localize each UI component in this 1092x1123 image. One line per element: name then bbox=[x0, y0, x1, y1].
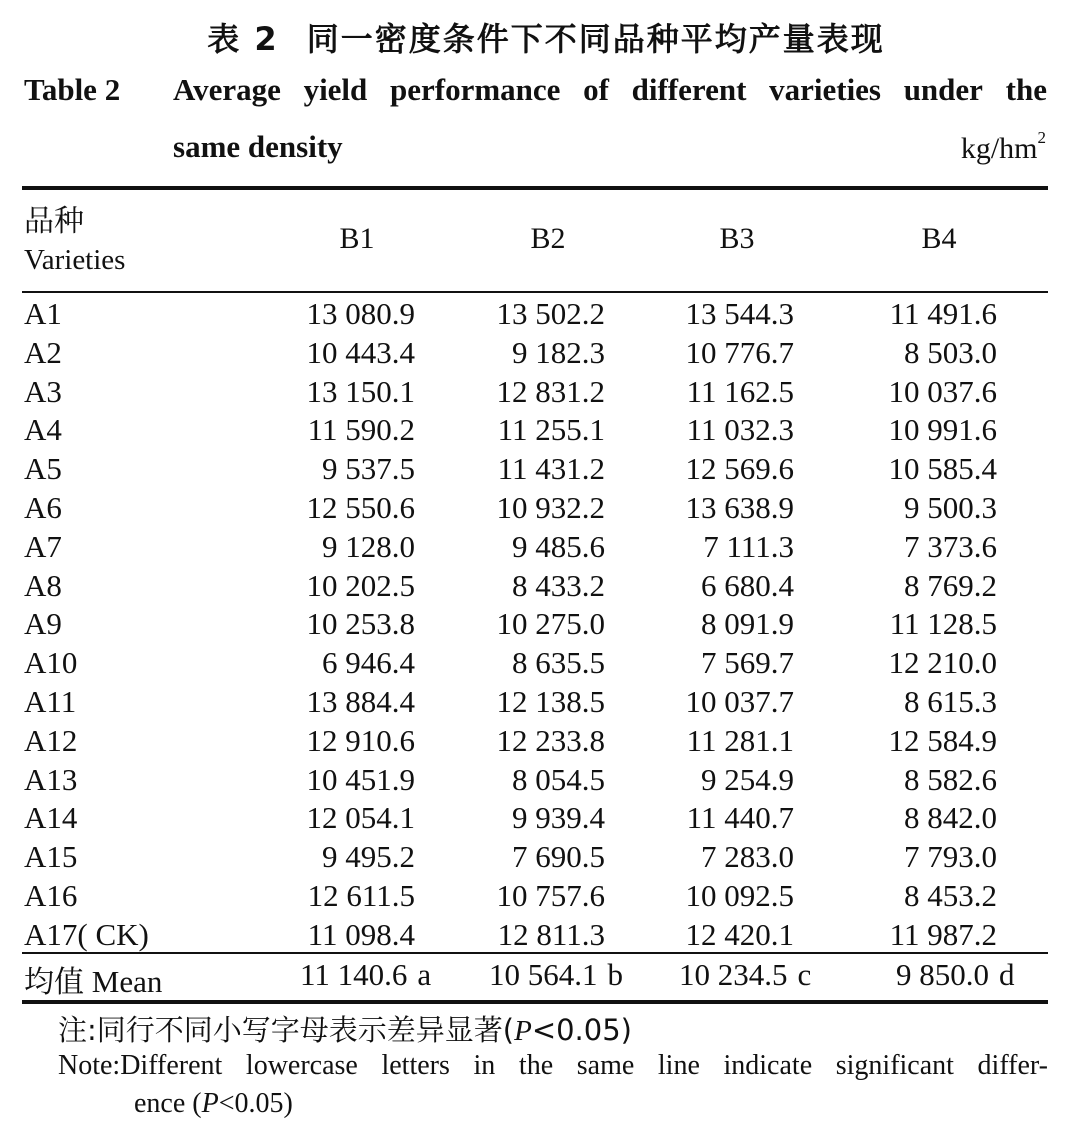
mean-number: 10 234.5 bbox=[679, 957, 788, 992]
variety-header-en: Varieties bbox=[24, 244, 126, 276]
yield-cell-b1: 9 537.5 bbox=[322, 451, 415, 487]
yield-cell-b2: 9 485.6 bbox=[512, 528, 605, 564]
yield-cell-b2: 10 275.0 bbox=[496, 606, 605, 642]
yield-cell-b1: 12 910.6 bbox=[306, 722, 415, 758]
column-header-b4: B4 bbox=[921, 222, 957, 255]
table-row bbox=[0, 798, 1092, 837]
yield-cell-b1: 9 128.0 bbox=[322, 528, 415, 564]
table-row bbox=[0, 333, 1092, 372]
yield-cell-b2: 8 635.5 bbox=[512, 645, 605, 681]
yield-cell-b1: 13 150.1 bbox=[306, 373, 415, 409]
yield-cell-b3: 7 569.7 bbox=[701, 645, 794, 681]
yield-cell-b1: 11 098.4 bbox=[307, 916, 415, 952]
title-word: performance bbox=[389, 72, 561, 107]
yield-cell-b4: 7 793.0 bbox=[904, 839, 997, 875]
mean-number: 9 850.0 bbox=[896, 957, 989, 992]
yield-cell-b2: 11 431.2 bbox=[497, 451, 605, 487]
variety-header-cn: 品种 bbox=[24, 204, 84, 239]
mean-label-cn: 均值 bbox=[24, 965, 84, 1000]
mean-value-b3 bbox=[679, 957, 811, 993]
variety-name: A5 bbox=[24, 451, 62, 487]
yield-cell-b2: 13 502.2 bbox=[496, 296, 605, 331]
yield-cell-b4: 7 373.6 bbox=[904, 528, 997, 564]
yield-cell-b4: 10 585.4 bbox=[888, 451, 997, 487]
yield-cell-b2: 8 054.5 bbox=[512, 761, 605, 797]
title-word: of bbox=[583, 72, 609, 107]
yield-cell-b1: 9 495.2 bbox=[322, 839, 415, 875]
yield-cell-b4: 8 453.2 bbox=[904, 878, 997, 913]
header-rule bbox=[22, 291, 1048, 293]
yield-cell-b3: 12 569.6 bbox=[685, 451, 794, 487]
yield-cell-b3: 7 111.3 bbox=[703, 528, 794, 564]
table-title-en-line2: same density bbox=[173, 129, 343, 164]
table-row bbox=[0, 410, 1092, 449]
variety-name: A16 bbox=[24, 878, 78, 913]
yield-cell-b1: 10 202.5 bbox=[306, 567, 415, 603]
variety-header bbox=[24, 203, 125, 279]
variety-name: A7 bbox=[24, 528, 62, 564]
yield-cell-b4: 8 842.0 bbox=[904, 800, 997, 836]
top-rule bbox=[22, 186, 1048, 190]
yield-cell-b2: 12 138.5 bbox=[496, 684, 605, 719]
table-row bbox=[0, 760, 1092, 799]
significance-letter: d bbox=[999, 957, 1015, 992]
yield-cell-b2: 10 757.6 bbox=[496, 878, 605, 913]
bottom-rule bbox=[22, 1000, 1048, 1004]
yield-cell-b4: 11 491.6 bbox=[889, 296, 997, 331]
variety-name: A2 bbox=[24, 334, 62, 370]
mean-value-b1 bbox=[300, 957, 431, 993]
mean-label-en: Mean bbox=[91, 964, 163, 999]
mean-label bbox=[24, 957, 162, 1001]
mean-value-b4 bbox=[896, 957, 1015, 993]
yield-cell-b3: 11 440.7 bbox=[686, 800, 794, 836]
yield-cell-b1: 13 884.4 bbox=[306, 684, 415, 719]
yield-cell-b2: 9 939.4 bbox=[512, 800, 605, 836]
yield-cell-b2: 10 932.2 bbox=[496, 490, 605, 525]
variety-name: A17( CK) bbox=[24, 916, 149, 952]
title-word: under bbox=[903, 72, 983, 107]
yield-cell-b1: 10 253.8 bbox=[306, 606, 415, 642]
yield-cell-b4: 11 128.5 bbox=[889, 606, 997, 642]
title-word: Average bbox=[173, 72, 281, 107]
yield-cell-b1: 6 946.4 bbox=[322, 645, 415, 681]
mean-number: 11 140.6 bbox=[300, 957, 408, 992]
table-number-en: Table 2 bbox=[24, 72, 121, 107]
significance-letter: c bbox=[797, 957, 812, 992]
yield-cell-b4: 8 503.0 bbox=[904, 334, 997, 370]
yield-cell-b1: 10 443.4 bbox=[306, 334, 415, 370]
yield-cell-b2: 8 433.2 bbox=[512, 567, 605, 603]
note-cn-p: P bbox=[514, 1015, 532, 1047]
variety-name: A10 bbox=[24, 645, 78, 681]
yield-cell-b4: 8 769.2 bbox=[904, 567, 997, 603]
yield-cell-b4: 11 987.2 bbox=[889, 916, 997, 952]
yield-cell-b4: 10 037.6 bbox=[888, 373, 997, 409]
yield-cell-b3: 8 091.9 bbox=[701, 606, 794, 642]
table-title-cn-text: 同一密度条件下不同品种平均产量表现 bbox=[306, 20, 885, 58]
title-word: different bbox=[631, 72, 747, 107]
variety-name: A6 bbox=[24, 490, 62, 525]
column-header-b1: B1 bbox=[339, 222, 375, 255]
table-row bbox=[0, 643, 1092, 682]
yield-cell-b4: 8 615.3 bbox=[904, 684, 997, 719]
table-title-cn bbox=[0, 14, 1092, 60]
table-title-en-line1 bbox=[173, 72, 1047, 108]
note-cn-text: 注:同行不同小写字母表示差异显著( bbox=[58, 1013, 515, 1047]
variety-name: A12 bbox=[24, 722, 78, 758]
yield-cell-b2: 9 182.3 bbox=[512, 334, 605, 370]
note-en-p: P bbox=[201, 1088, 219, 1119]
variety-name: A3 bbox=[24, 373, 62, 409]
table-row bbox=[0, 682, 1092, 721]
table-row bbox=[0, 488, 1092, 527]
column-header-b3: B3 bbox=[719, 222, 755, 255]
table-row bbox=[0, 721, 1092, 760]
yield-cell-b4: 8 582.6 bbox=[904, 761, 997, 797]
note-en-prefix: ence ( bbox=[134, 1088, 202, 1119]
unit-superscript: 2 bbox=[1037, 128, 1046, 147]
title-word: yield bbox=[303, 72, 368, 107]
variety-name: A14 bbox=[24, 800, 78, 836]
table-row bbox=[0, 566, 1092, 605]
variety-name: A1 bbox=[24, 296, 62, 331]
yield-cell-b4: 10 991.6 bbox=[888, 412, 997, 448]
variety-name: A4 bbox=[24, 412, 62, 448]
yield-cell-b3: 10 776.7 bbox=[685, 334, 794, 370]
table-row bbox=[0, 372, 1092, 411]
variety-name: A15 bbox=[24, 839, 78, 875]
mean-value-b2 bbox=[489, 957, 623, 993]
unit-label bbox=[960, 128, 1046, 166]
title-word: varieties bbox=[769, 72, 881, 107]
title-word: the bbox=[1005, 72, 1047, 107]
yield-cell-b3: 9 254.9 bbox=[701, 761, 794, 797]
yield-cell-b3: 10 092.5 bbox=[685, 878, 794, 913]
variety-name: A11 bbox=[24, 684, 77, 719]
yield-cell-b3: 6 680.4 bbox=[701, 567, 794, 603]
note-cn-suffix: <0.05) bbox=[531, 1013, 632, 1047]
yield-cell-b2: 12 811.3 bbox=[497, 916, 605, 952]
mean-number: 10 564.1 bbox=[489, 957, 598, 992]
yield-cell-b1: 12 550.6 bbox=[306, 490, 415, 525]
note-en-line1: Note:Different lowercase letters in the same line indicate significant differ- bbox=[58, 1050, 1048, 1081]
table-row bbox=[0, 449, 1092, 488]
yield-cell-b3: 11 032.3 bbox=[686, 412, 794, 448]
note-cn bbox=[58, 1008, 632, 1049]
significance-letter: b bbox=[607, 957, 623, 992]
table-number-cn: 表 2 bbox=[207, 20, 279, 58]
yield-cell-b1: 11 590.2 bbox=[307, 412, 415, 448]
table-row bbox=[0, 915, 1092, 954]
table-row bbox=[0, 294, 1092, 333]
unit-base: kg/hm bbox=[960, 132, 1038, 165]
yield-cell-b3: 11 162.5 bbox=[686, 373, 794, 409]
table-row bbox=[0, 837, 1092, 876]
note-en-line2 bbox=[58, 1085, 1048, 1123]
table-row bbox=[0, 604, 1092, 643]
yield-cell-b3: 7 283.0 bbox=[701, 839, 794, 875]
yield-cell-b3: 10 037.7 bbox=[685, 684, 794, 719]
yield-cell-b4: 9 500.3 bbox=[904, 490, 997, 525]
yield-cell-b4: 12 584.9 bbox=[888, 722, 997, 758]
variety-name: A13 bbox=[24, 761, 78, 797]
note-en-suffix: <0.05) bbox=[218, 1088, 293, 1119]
table-row bbox=[0, 876, 1092, 915]
yield-cell-b2: 12 233.8 bbox=[496, 722, 605, 758]
significance-letter: a bbox=[417, 957, 432, 992]
yield-cell-b4: 12 210.0 bbox=[888, 645, 997, 681]
table-row bbox=[0, 527, 1092, 566]
yield-cell-b1: 13 080.9 bbox=[306, 296, 415, 331]
yield-cell-b1: 10 451.9 bbox=[306, 761, 415, 797]
note-en bbox=[58, 1047, 1048, 1123]
yield-cell-b2: 7 690.5 bbox=[512, 839, 605, 875]
yield-cell-b3: 11 281.1 bbox=[686, 722, 794, 758]
yield-cell-b1: 12 611.5 bbox=[307, 878, 415, 913]
yield-cell-b3: 13 638.9 bbox=[685, 490, 794, 525]
variety-name: A9 bbox=[24, 606, 62, 642]
variety-name: A8 bbox=[24, 567, 62, 603]
yield-cell-b3: 12 420.1 bbox=[685, 916, 794, 952]
yield-cell-b2: 11 255.1 bbox=[497, 412, 605, 448]
yield-cell-b1: 12 054.1 bbox=[306, 800, 415, 836]
column-header-b2: B2 bbox=[530, 222, 566, 255]
yield-cell-b3: 13 544.3 bbox=[685, 296, 794, 331]
yield-cell-b2: 12 831.2 bbox=[496, 373, 605, 409]
